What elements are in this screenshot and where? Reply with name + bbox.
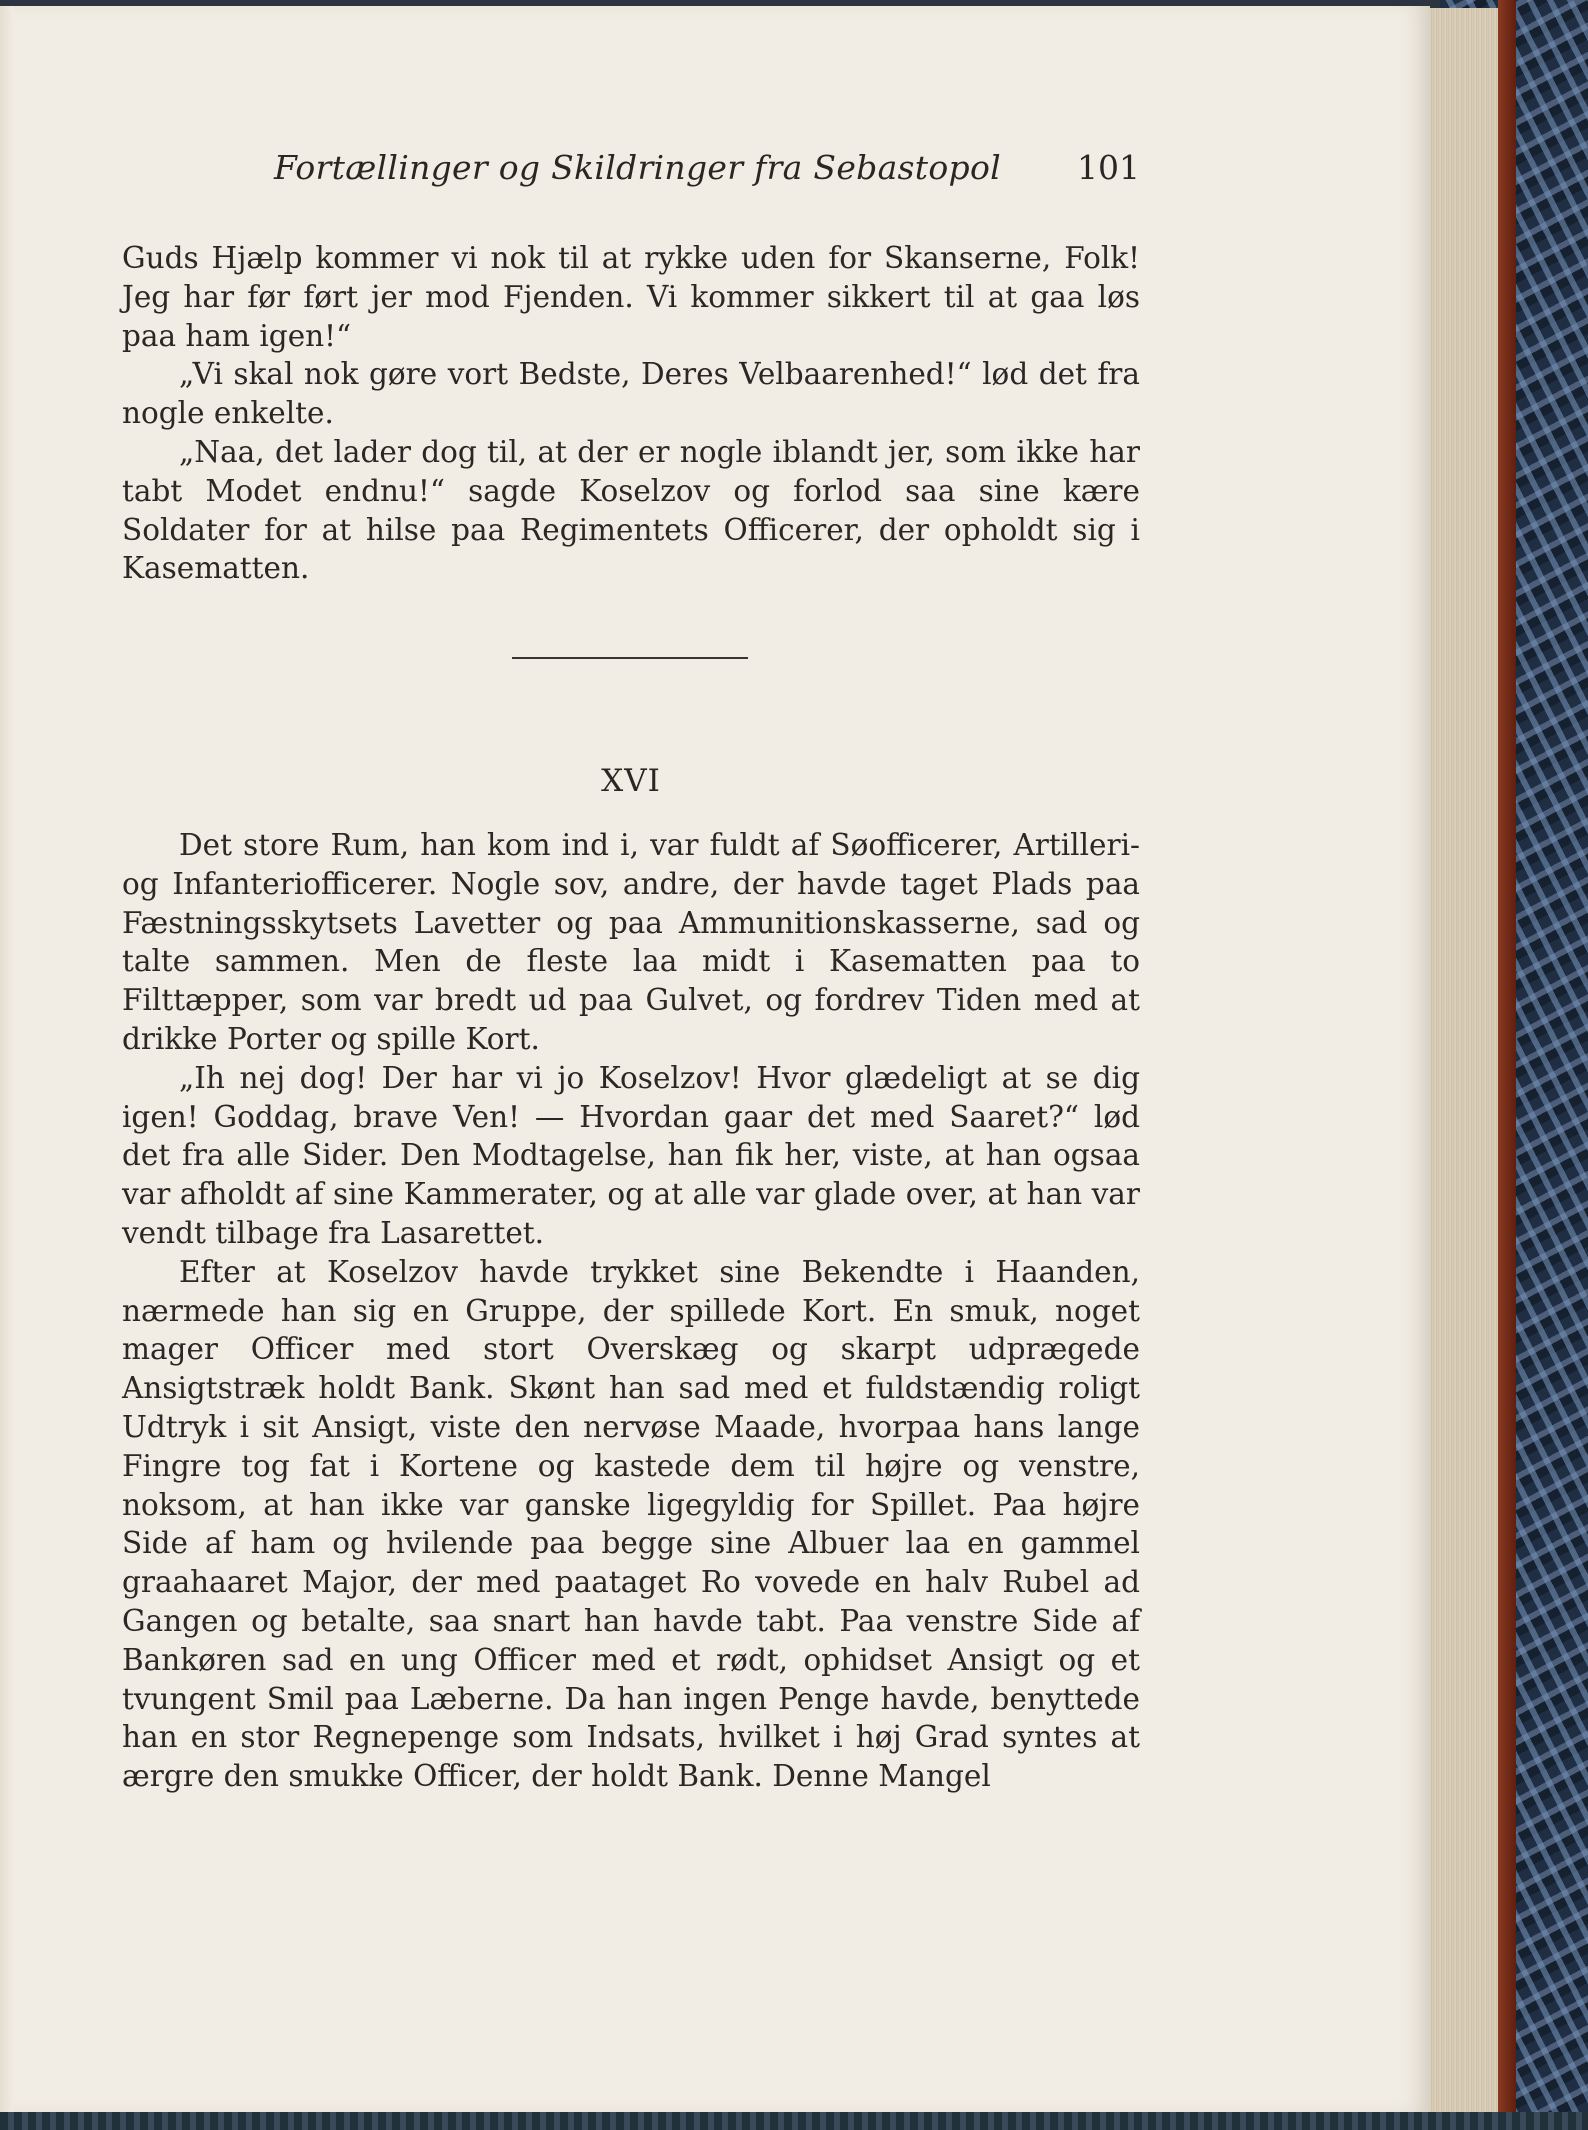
paragraph: Guds Hjælp kommer vi nok til at rykke uden for Skanserne, Folk! Jeg har før ført jer mod Fjenden. Vi kommer sikkert til at gaa løs paa ham igen!“ — [122, 241, 1140, 353]
paragraph: Efter at Koselzov havde trykket sine Bekendte i Haanden, nærmede han sig en Gruppe, der spillede Kort. En smuk, noget mager Officer med stort Overskæg og skarpt udprægede Ansigtstræk holdt Bank. Skønt han sad med et fuldstændig roligt Udtryk i sit Ansigt, viste den nervøse Maade, hvorpaa hans lange Fingre tog fat i Kortene og kastede dem til højre og venstre, noksom, at han ikke var ganske ligegyldig for Spillet. Paa højre Side af ham og hvilende paa begge sine Albuer laa en gammel graahaaret Major, der med paataget Ro vovede en halv Rubel ad Gangen og betalte, saa snart han havde tabt. Paa venstre Side af Bankøren sad en ung Officer med et rødt, ophidset Ansigt og et tvungent Smil paa Læberne. Da han ingen Penge havde, benyttede han en stor Regnepenge som Indsats, hvilket i høj Grad syntes at ærgre den smukke Officer, der holdt Bank. Denne Mangel — [122, 1254, 1140, 1794]
page-number: 101 — [1077, 148, 1140, 187]
page-gutter-shadow — [0, 6, 14, 2112]
book-binding-edge — [1498, 0, 1516, 2130]
paragraph: „Ih nej dog! Der har vi jo Koselzov! Hvor glædeligt at se dig igen! Goddag, brave Ven! — Hvordan gaar det med Saaret?“ lød det fra alle Sider. Den Modtagelse, han fik her, viste, at han ogsaa var afholdt af sine Kammerater, og at alle var glade over, at han var vendt tilbage fra Lasarettet. — [122, 1060, 1140, 1250]
chapter-heading: XVI — [601, 763, 661, 799]
chapter-body-text — [122, 826, 1140, 1796]
paragraph: Det store Rum, han kom ind i, var fuldt af Søofficerer, Artilleri- og Infanteriofficerer. Nogle sov, andre, der havde taget Plads paa Fæstningsskytsets Lavetter og paa Ammunitionskasserne, sad og talte sammen. Men de fleste laa midt i Kasematten paa to Filttæpper, som var bredt ud paa Gulvet, og fordrev Tiden med at drikke Porter og spille Kort. — [122, 828, 1140, 1056]
paragraph: „Naa, det lader dog til, at der er nogle iblandt jer, som ikke har tabt Modet endnu!“ sagde Koselzov og forlod saa sine kære Soldater for at hilse paa Regimentets Officerer, der opholdt sig i Kasematten. — [122, 434, 1140, 586]
page-header — [122, 148, 1140, 198]
bottom-scan-border — [0, 2112, 1588, 2130]
section-continued-text — [122, 239, 1140, 588]
paragraph: „Vi skal nok gøre vort Bedste, Deres Velbaarenhed!“ lød det fra nogle enkelte. — [122, 357, 1140, 431]
section-divider-rule — [512, 657, 748, 659]
running-title: Fortællinger og Skildringer fra Sebastopol — [274, 148, 1001, 187]
